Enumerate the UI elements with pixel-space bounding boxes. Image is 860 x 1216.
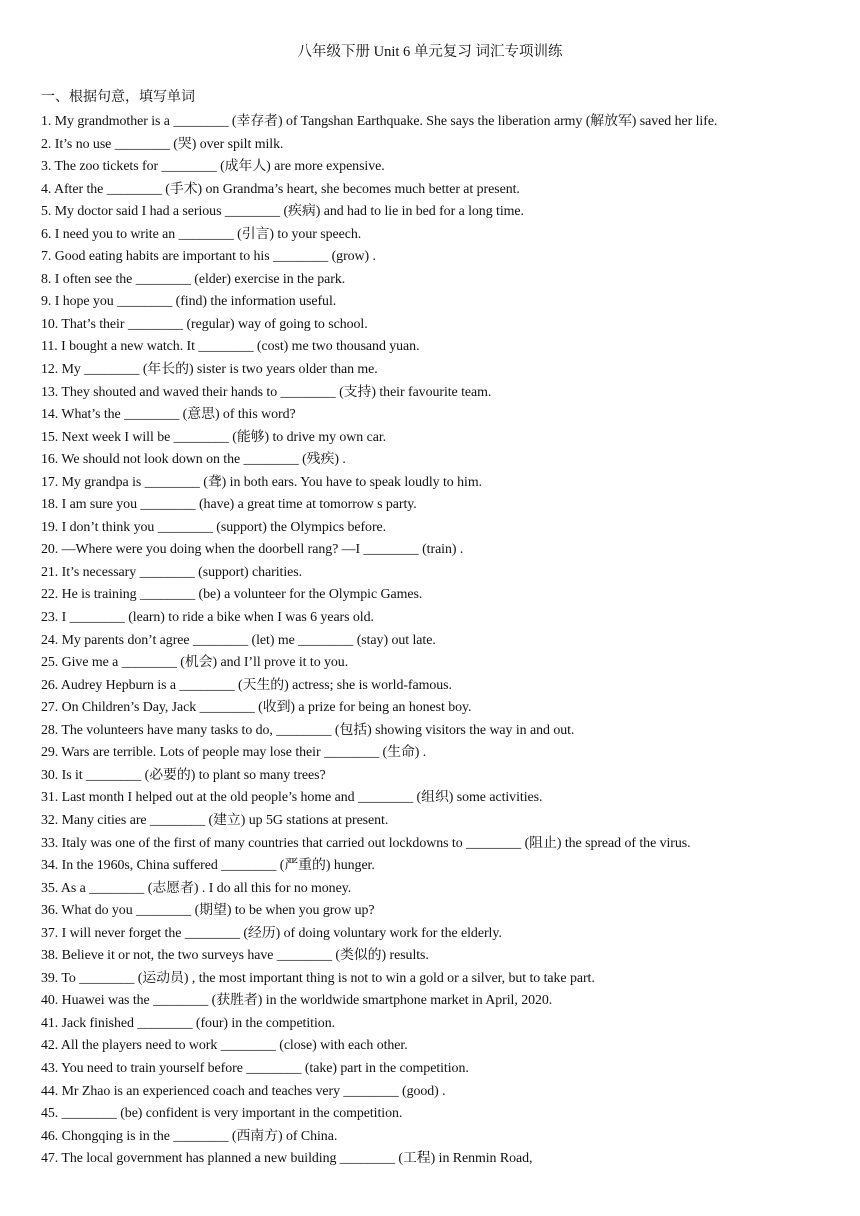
exercise-item: 22. He is training ________ (be) a volunteer for the Olympic Games. (41, 587, 423, 603)
exercise-item: 10. That’s their ________ (regular) way of going to school. (41, 316, 368, 332)
exercise-item: 39. To ________ (运动员) , the most important thing is not to win a gold or a silver, but to take part. (41, 970, 595, 986)
exercise-item: 21. It’s necessary ________ (support) charities. (41, 564, 303, 580)
exercise-item: 9. I hope you ________ (find) the information useful. (41, 294, 337, 310)
exercise-item: 41. Jack finished ________ (four) in the competition. (41, 1015, 336, 1031)
exercise-item: 43. You need to train yourself before ________ (take) part in the competition. (41, 1060, 469, 1076)
exercise-item: 5. My doctor said I had a serious ________ (疾病) and had to lie in bed for a long time. (41, 204, 524, 220)
exercise-item: 6. I need you to write an ________ (引言) to your speech. (41, 226, 362, 242)
exercise-item: 17. My grandpa is ________ (聋) in both ears. You have to speak loudly to him. (41, 474, 482, 490)
exercise-item: 11. I bought a new watch. It ________ (cost) me two thousand yuan. (41, 339, 420, 355)
exercise-item: 30. Is it ________ (必要的) to plant so many trees? (41, 767, 326, 783)
exercise-item: 19. I don’t think you ________ (support) the Olympics before. (41, 519, 387, 535)
exercise-item: 34. In the 1960s, China suffered ________ (严重的) hunger. (41, 858, 375, 874)
exercise-item: 47. The local government has planned a new building ________ (工程) in Renmin Road, (41, 1151, 533, 1167)
exercise-item: 38. Believe it or not, the two surveys have ________ (类似的) results. (41, 948, 429, 964)
exercise-item: 16. We should not look down on the ________ (残疾) . (41, 452, 346, 468)
exercise-item: 23. I ________ (learn) to ride a bike when I was 6 years old. (41, 610, 374, 626)
exercise-item: 20. —Where were you doing when the doorbell rang? —I ________ (train) . (41, 542, 464, 558)
exercise-item: 42. All the players need to work ________ (close) with each other. (41, 1038, 408, 1054)
exercise-item: 35. As a ________ (志愿者) . I do all this for no money. (41, 880, 352, 896)
exercise-item: 1. My grandmother is a ________ (幸存者) of Tangshan Earthquake. She says the liberation army (解放军) saved her life. (41, 114, 718, 129)
exercise-item: 32. Many cities are ________ (建立) up 5G stations at present. (41, 812, 389, 828)
document-title: 八年级下册 Unit 6 单元复习 词汇专项训练 (297, 44, 563, 60)
exercise-item: 13. They shouted and waved their hands to ________ (支持) their favourite team. (41, 384, 492, 400)
exercise-item: 37. I will never forget the ________ (经历) of doing voluntary work for the elderly. (41, 925, 502, 941)
exercise-item: 8. I often see the ________ (elder) exercise in the park. (41, 271, 346, 287)
exercise-item: 44. Mr Zhao is an experienced coach and teaches very ________ (good) . (41, 1083, 446, 1099)
exercise-item: 25. Give me a ________ (机会) and I’ll prove it to you. (41, 655, 349, 671)
exercise-item: 18. I am sure you ________ (have) a great time at tomorrow s party. (41, 497, 417, 513)
exercise-item: 3. The zoo tickets for ________ (成年人) are more expensive. (41, 159, 385, 175)
exercise-item: 46. Chongqing is in the ________ (西南方) of China. (41, 1128, 338, 1144)
exercise-item: 4. After the ________ (手术) on Grandma’s heart, she becomes much better at present. (41, 181, 520, 197)
section-heading: 一、根据句意，填写单词 (41, 90, 195, 105)
exercise-item: 45. ________ (be) confident is very important in the competition. (41, 1106, 403, 1122)
exercise-item: 7. Good eating habits are important to his ________ (grow) . (41, 249, 376, 265)
exercise-list (41, 111, 841, 1171)
exercise-item: 36. What do you ________ (期望) to be when you grow up? (41, 903, 375, 919)
exercise-item: 33. Italy was one of the first of many countries that carried out lockdowns to ________ (阻止) the spread of the virus. (41, 835, 691, 851)
exercise-item: 40. Huawei was the ________ (获胜者) in the worldwide smartphone market in April, 2020. (41, 993, 553, 1009)
exercise-item: 31. Last month I helped out at the old people’s home and ________ (组织) some activities. (41, 790, 543, 806)
exercise-item: 26. Audrey Hepburn is a ________ (天生的) actress; she is world-famous. (41, 677, 452, 693)
exercise-item: 12. My ________ (年长的) sister is two years older than me. (41, 362, 378, 378)
exercise-item: 24. My parents don’t agree ________ (let) me ________ (stay) out late. (41, 632, 436, 648)
exercise-item: 28. The volunteers have many tasks to do, ________ (包括) showing visitors the way in and out. (41, 722, 575, 738)
exercise-item: 29. Wars are terrible. Lots of people may lose their ________ (生命) . (41, 745, 427, 761)
exercise-item: 2. It’s no use ________ (哭) over spilt milk. (41, 136, 284, 152)
exercise-item: 27. On Children’s Day, Jack ________ (收到) a prize for being an honest boy. (41, 700, 472, 716)
exercise-item: 15. Next week I will be ________ (能够) to drive my own car. (41, 429, 387, 445)
exercise-item: 14. What’s the ________ (意思) of this word? (41, 407, 296, 423)
